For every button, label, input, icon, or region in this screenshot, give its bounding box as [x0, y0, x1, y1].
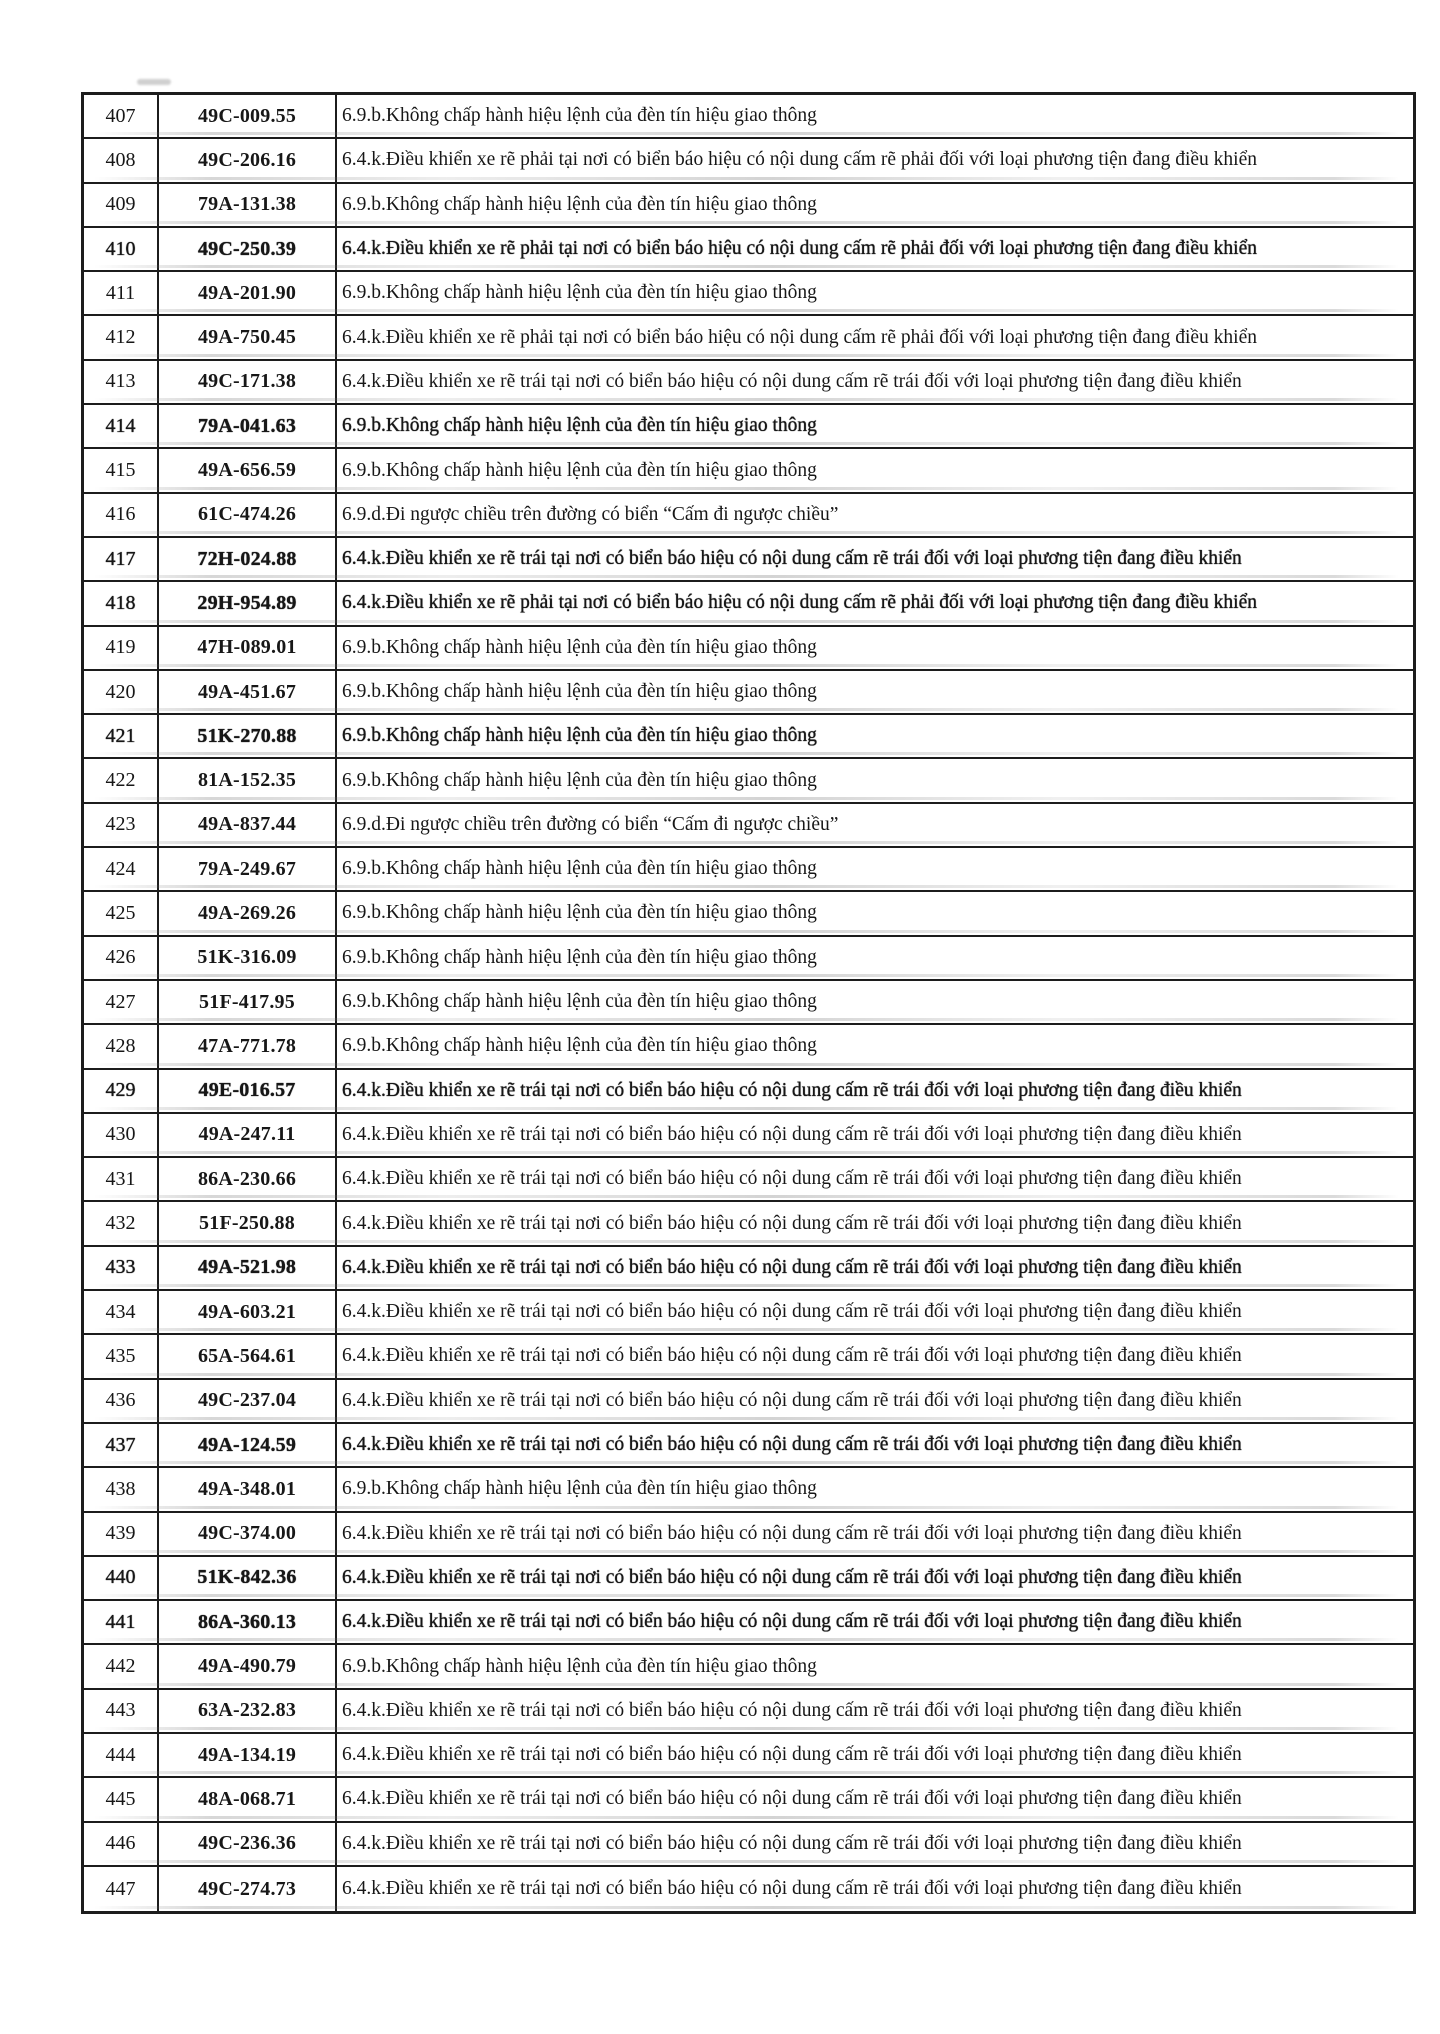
violation-description-cell: 6.4.k.Điều khiển xe rẽ trái tại nơi có biển báo hiệu có nội dung cấm rẽ trái đối với loại phương tiện đang điều khiển [342, 1566, 1242, 1588]
row-number-cell: 432 [84, 1202, 159, 1244]
violation-description-cell: 6.9.b.Không chấp hành hiệu lệnh của đèn tín hiệu giao thông [342, 946, 817, 968]
violation-description-cell: 6.9.b.Không chấp hành hiệu lệnh của đèn tín hiệu giao thông [342, 105, 817, 127]
table-row [84, 582, 1413, 626]
license-plate-cell: 49A-348.01 [159, 1468, 337, 1510]
table-row [84, 1468, 1413, 1512]
license-plate-cell: 51K-316.09 [159, 937, 337, 979]
table-row [84, 1867, 1413, 1911]
table-row [84, 1335, 1413, 1379]
violation-description-cell: 6.4.k.Điều khiển xe rẽ trái tại nơi có biển báo hiệu có nội dung cấm rẽ trái đối với loại phương tiện đang điều khiển [342, 548, 1242, 570]
license-plate-cell: 81A-152.35 [159, 759, 337, 801]
table-row [84, 1734, 1413, 1778]
row-number-cell: 431 [84, 1158, 159, 1200]
table-row [84, 1247, 1413, 1291]
violation-description-cell: 6.4.k.Điều khiển xe rẽ phải tại nơi có biển báo hiệu có nội dung cấm rẽ phải đối với loại phương tiện đang điều khiển [342, 592, 1257, 614]
violation-description-cell: 6.9.b.Không chấp hành hiệu lệnh của đèn tín hiệu giao thông [342, 725, 817, 747]
violation-description-cell: 6.9.b.Không chấp hành hiệu lệnh của đèn tín hiệu giao thông [342, 282, 817, 304]
license-plate-cell: 49A-451.67 [159, 671, 337, 713]
violation-description-cell: 6.9.b.Không chấp hành hiệu lệnh của đèn tín hiệu giao thông [342, 1035, 817, 1057]
license-plate-cell: 86A-360.13 [159, 1601, 337, 1643]
violation-description-cell: 6.9.b.Không chấp hành hiệu lệnh của đèn tín hiệu giao thông [342, 1655, 817, 1677]
license-plate-cell: 49A-247.11 [159, 1114, 337, 1156]
violation-description-cell: 6.4.k.Điều khiển xe rẽ trái tại nơi có biển báo hiệu có nội dung cấm rẽ trái đối với loại phương tiện đang điều khiển [342, 1079, 1242, 1101]
row-number-cell: 417 [84, 538, 159, 580]
violation-description-cell: 6.4.k.Điều khiển xe rẽ phải tại nơi có biển báo hiệu có nội dung cấm rẽ phải đối với loại phương tiện đang điều khiển [342, 149, 1257, 171]
license-plate-cell: 47H-089.01 [159, 627, 337, 669]
table-row [84, 1690, 1413, 1734]
row-number-cell: 430 [84, 1114, 159, 1156]
violations-table [81, 92, 1416, 1914]
license-plate-cell: 49C-206.16 [159, 139, 337, 181]
license-plate-cell: 63A-232.83 [159, 1690, 337, 1732]
license-plate-cell: 49A-269.26 [159, 892, 337, 934]
violation-description-cell: 6.4.k.Điều khiển xe rẽ trái tại nơi có biển báo hiệu có nội dung cấm rẽ trái đối với loại phương tiện đang điều khiển [342, 1168, 1242, 1190]
violation-description-cell: 6.4.k.Điều khiển xe rẽ trái tại nơi có biển báo hiệu có nội dung cấm rẽ trái đối với loại phương tiện đang điều khiển [342, 1744, 1242, 1766]
violation-description-cell: 6.9.b.Không chấp hành hiệu lệnh của đèn tín hiệu giao thông [342, 415, 817, 437]
table-row [84, 848, 1413, 892]
table-row [84, 449, 1413, 493]
violation-description-cell: 6.9.d.Đi ngược chiều trên đường có biển “Cấm đi ngược chiều” [342, 813, 839, 835]
violation-description-cell: 6.4.k.Điều khiển xe rẽ phải tại nơi có biển báo hiệu có nội dung cấm rẽ phải đối với loại phương tiện đang điều khiển [342, 238, 1257, 260]
table-row [84, 804, 1413, 848]
row-number-cell: 416 [84, 494, 159, 536]
row-number-cell: 424 [84, 848, 159, 890]
table-row [84, 538, 1413, 582]
violation-description-cell: 6.4.k.Điều khiển xe rẽ trái tại nơi có biển báo hiệu có nội dung cấm rẽ trái đối với loại phương tiện đang điều khiển [342, 1301, 1242, 1323]
table-row [84, 1202, 1413, 1246]
row-number-cell: 438 [84, 1468, 159, 1510]
license-plate-cell: 49C-237.04 [159, 1380, 337, 1422]
row-number-cell: 440 [84, 1557, 159, 1599]
violation-description-cell: 6.9.b.Không chấp hành hiệu lệnh của đèn tín hiệu giao thông [342, 1478, 817, 1500]
violation-description-cell: 6.9.d.Đi ngược chiều trên đường có biển “Cấm đi ngược chiều” [342, 503, 839, 525]
row-number-cell: 421 [84, 715, 159, 757]
table-row [84, 1645, 1413, 1689]
table-row [84, 361, 1413, 405]
row-number-cell: 437 [84, 1424, 159, 1466]
table-row [84, 1158, 1413, 1202]
table-row [84, 405, 1413, 449]
license-plate-cell: 29H-954.89 [159, 582, 337, 624]
table-row [84, 184, 1413, 228]
table-row [84, 892, 1413, 936]
violation-description-cell: 6.4.k.Điều khiển xe rẽ trái tại nơi có biển báo hiệu có nội dung cấm rẽ trái đối với loại phương tiện đang điều khiển [342, 1832, 1242, 1854]
table-row [84, 1778, 1413, 1822]
row-number-cell: 435 [84, 1335, 159, 1377]
row-number-cell: 418 [84, 582, 159, 624]
license-plate-cell: 51F-250.88 [159, 1202, 337, 1244]
row-number-cell: 414 [84, 405, 159, 447]
table-row [84, 139, 1413, 183]
table-row [84, 272, 1413, 316]
license-plate-cell: 86A-230.66 [159, 1158, 337, 1200]
violation-description-cell: 6.4.k.Điều khiển xe rẽ phải tại nơi có biển báo hiệu có nội dung cấm rẽ phải đối với loại phương tiện đang điều khiển [342, 326, 1257, 348]
row-number-cell: 427 [84, 981, 159, 1023]
license-plate-cell: 49C-171.38 [159, 361, 337, 403]
row-number-cell: 413 [84, 361, 159, 403]
table-row [84, 627, 1413, 671]
violation-description-cell: 6.9.b.Không chấp hành hiệu lệnh của đèn tín hiệu giao thông [342, 193, 817, 215]
row-number-cell: 423 [84, 804, 159, 846]
table-row [84, 1025, 1413, 1069]
violation-description-cell: 6.9.b.Không chấp hành hiệu lệnh của đèn tín hiệu giao thông [342, 459, 817, 481]
row-number-cell: 434 [84, 1291, 159, 1333]
license-plate-cell: 51F-417.95 [159, 981, 337, 1023]
table-row [84, 671, 1413, 715]
row-number-cell: 410 [84, 228, 159, 270]
license-plate-cell: 49A-603.21 [159, 1291, 337, 1333]
violation-description-cell: 6.4.k.Điều khiển xe rẽ trái tại nơi có biển báo hiệu có nội dung cấm rẽ trái đối với loại phương tiện đang điều khiển [342, 1345, 1242, 1367]
row-number-cell: 445 [84, 1778, 159, 1820]
table-row [84, 1291, 1413, 1335]
row-number-cell: 419 [84, 627, 159, 669]
license-plate-cell: 65A-564.61 [159, 1335, 337, 1377]
violation-description-cell: 6.4.k.Điều khiển xe rẽ trái tại nơi có biển báo hiệu có nội dung cấm rẽ trái đối với loại phương tiện đang điều khiển [342, 1611, 1242, 1633]
violation-description-cell: 6.9.b.Không chấp hành hiệu lệnh của đèn tín hiệu giao thông [342, 902, 817, 924]
table-row [84, 937, 1413, 981]
license-plate-cell: 49A-124.59 [159, 1424, 337, 1466]
row-number-cell: 444 [84, 1734, 159, 1776]
license-plate-cell: 49A-201.90 [159, 272, 337, 314]
violation-description-cell: 6.4.k.Điều khiển xe rẽ trái tại nơi có biển báo hiệu có nội dung cấm rẽ trái đối với loại phương tiện đang điều khiển [342, 1212, 1242, 1234]
violation-description-cell: 6.4.k.Điều khiển xe rẽ trái tại nơi có biển báo hiệu có nội dung cấm rẽ trái đối với loại phương tiện đang điều khiển [342, 370, 1242, 392]
row-number-cell: 408 [84, 139, 159, 181]
license-plate-cell: 49C-274.73 [159, 1867, 337, 1911]
table-row [84, 1424, 1413, 1468]
row-number-cell: 436 [84, 1380, 159, 1422]
row-number-cell: 443 [84, 1690, 159, 1732]
table-row [84, 1380, 1413, 1424]
license-plate-cell: 49A-490.79 [159, 1645, 337, 1687]
license-plate-cell: 49A-750.45 [159, 316, 337, 358]
row-number-cell: 441 [84, 1601, 159, 1643]
violation-description-cell: 6.9.b.Không chấp hành hiệu lệnh của đèn tín hiệu giao thông [342, 991, 817, 1013]
violation-description-cell: 6.4.k.Điều khiển xe rẽ trái tại nơi có biển báo hiệu có nội dung cấm rẽ trái đối với loại phương tiện đang điều khiển [342, 1389, 1242, 1411]
license-plate-cell: 49E-016.57 [159, 1070, 337, 1112]
license-plate-cell: 48A-068.71 [159, 1778, 337, 1820]
row-number-cell: 411 [84, 272, 159, 314]
row-number-cell: 426 [84, 937, 159, 979]
row-number-cell: 409 [84, 184, 159, 226]
violation-description-cell: 6.4.k.Điều khiển xe rẽ trái tại nơi có biển báo hiệu có nội dung cấm rẽ trái đối với loại phương tiện đang điều khiển [342, 1699, 1242, 1721]
row-number-cell: 422 [84, 759, 159, 801]
violation-description-cell: 6.9.b.Không chấp hành hiệu lệnh của đèn tín hiệu giao thông [342, 681, 817, 702]
row-number-cell: 425 [84, 892, 159, 934]
violation-description-cell: 6.9.b.Không chấp hành hiệu lệnh của đèn tín hiệu giao thông [342, 858, 817, 880]
table-row [84, 715, 1413, 759]
row-number-cell: 415 [84, 449, 159, 491]
license-plate-cell: 79A-041.63 [159, 405, 337, 447]
license-plate-cell: 49A-656.59 [159, 449, 337, 491]
license-plate-cell: 61C-474.26 [159, 494, 337, 536]
table-row [84, 1823, 1413, 1867]
row-number-cell: 420 [84, 671, 159, 713]
table-row [84, 1557, 1413, 1601]
violation-description-cell: 6.4.k.Điều khiển xe rẽ trái tại nơi có biển báo hiệu có nội dung cấm rẽ trái đối với loại phương tiện đang điều khiển [342, 1522, 1242, 1544]
license-plate-cell: 51K-842.36 [159, 1557, 337, 1599]
row-number-cell: 428 [84, 1025, 159, 1067]
license-plate-cell: 49A-134.19 [159, 1734, 337, 1776]
license-plate-cell: 47A-771.78 [159, 1025, 337, 1067]
table-row [84, 981, 1413, 1025]
table-row [84, 494, 1413, 538]
license-plate-cell: 49A-837.44 [159, 804, 337, 846]
violation-description-cell: 6.4.k.Điều khiển xe rẽ trái tại nơi có biển báo hiệu có nội dung cấm rẽ trái đối với loại phương tiện đang điều khiển [342, 1256, 1242, 1278]
violation-description-cell: 6.4.k.Điều khiển xe rẽ trái tại nơi có biển báo hiệu có nội dung cấm rẽ trái đối với loại phương tiện đang điều khiển [342, 1434, 1242, 1456]
row-number-cell: 446 [84, 1823, 159, 1865]
table-row [84, 1070, 1413, 1114]
license-plate-cell: 49C-374.00 [159, 1513, 337, 1555]
license-plate-cell: 49C-236.36 [159, 1823, 337, 1865]
table-row [84, 1114, 1413, 1158]
license-plate-cell: 49A-521.98 [159, 1247, 337, 1289]
license-plate-cell: 72H-024.88 [159, 538, 337, 580]
violation-description-cell: 6.4.k.Điều khiển xe rẽ trái tại nơi có biển báo hiệu có nội dung cấm rẽ trái đối với loại phương tiện đang điều khiển [342, 1123, 1242, 1145]
row-number-cell: 429 [84, 1070, 159, 1112]
row-number-cell: 439 [84, 1513, 159, 1555]
row-number-cell: 407 [84, 95, 159, 137]
table-row [84, 228, 1413, 272]
table-row [84, 1513, 1413, 1557]
license-plate-cell: 79A-131.38 [159, 184, 337, 226]
license-plate-cell: 51K-270.88 [159, 715, 337, 757]
scan-artifact [137, 79, 171, 85]
table-row [84, 95, 1413, 139]
violation-description-cell: 6.9.b.Không chấp hành hiệu lệnh của đèn tín hiệu giao thông [342, 769, 817, 791]
table-row [84, 759, 1413, 803]
row-number-cell: 442 [84, 1645, 159, 1687]
violation-description-cell: 6.9.b.Không chấp hành hiệu lệnh của đèn tín hiệu giao thông [342, 636, 817, 658]
violation-description-cell: 6.4.k.Điều khiển xe rẽ trái tại nơi có biển báo hiệu có nội dung cấm rẽ trái đối với loại phương tiện đang điều khiển [342, 1788, 1242, 1810]
row-number-cell: 447 [84, 1867, 159, 1911]
license-plate-cell: 49C-250.39 [159, 228, 337, 270]
row-number-cell: 412 [84, 316, 159, 358]
violation-description-cell: 6.4.k.Điều khiển xe rẽ trái tại nơi có biển báo hiệu có nội dung cấm rẽ trái đối với loại phương tiện đang điều khiển [342, 1878, 1242, 1900]
table-row [84, 1601, 1413, 1645]
table-row [84, 316, 1413, 360]
license-plate-cell: 79A-249.67 [159, 848, 337, 890]
row-number-cell: 433 [84, 1247, 159, 1289]
license-plate-cell: 49C-009.55 [159, 95, 337, 137]
